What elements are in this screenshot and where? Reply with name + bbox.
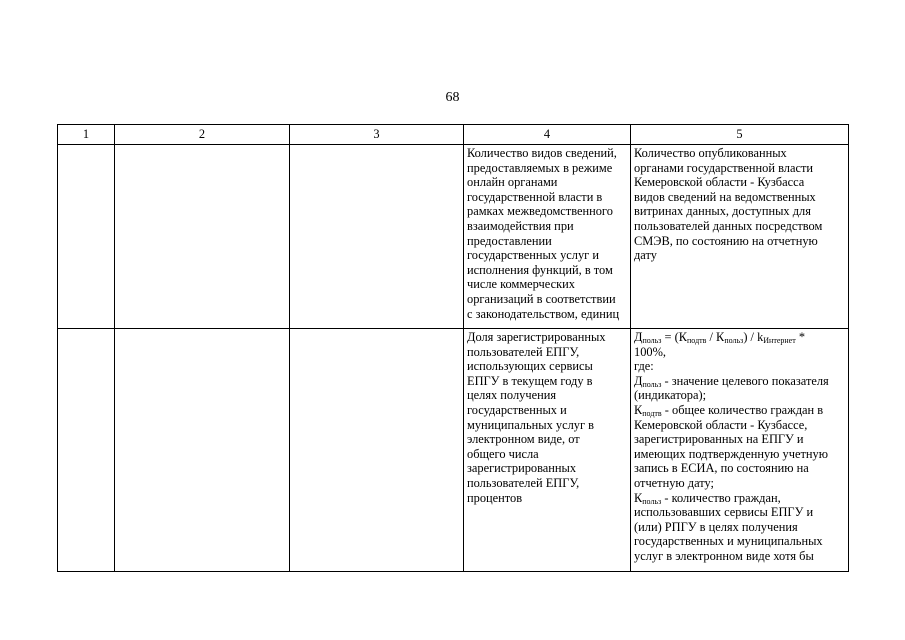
indicator-name-cell: Количество видов сведений, предоставляемых в режиме онлайн органами государственной власти в рамках межведомственного взаимодействия при предоставлении государственных услуг и исполнения функций, в том числе коммерческих организаций в соответствии с законодательством, единиц bbox=[464, 145, 631, 329]
definition-k-polz: $К_{польз}$ - количество граждан, использовавших сервисы ЕПГУ и (или) РПГУ в целях получения государственных и муниципальных услуг в электронном виде хотя бы bbox=[634, 490, 823, 563]
column-header-3: 3 bbox=[290, 125, 464, 145]
indicator-table bbox=[57, 124, 849, 572]
table-row bbox=[58, 329, 849, 572]
column-header-1: 1 bbox=[58, 125, 115, 145]
cell-col3 bbox=[290, 329, 464, 572]
page-number: 68 bbox=[445, 90, 460, 105]
definition-k-podtv: $К_{подтв}$ - общее количество граждан в Кемеровской области - Кузбассе, зарегистрированных на ЕПГУ и имеющих подтвержденную учетную запись в ЕСИА, по состоянию на отчетную дату; bbox=[634, 402, 828, 490]
formula: $Д_{польз} = (К_{подтв} / К_{польз}) / k_{Интернет}$ * 100%, bbox=[634, 330, 806, 359]
cell-col2 bbox=[115, 145, 290, 329]
calculation-method-cell: Количество опубликованных органами государственной власти Кемеровской области - Кузбасса видов сведений на ведомственных витринах данных, доступных для пользователей данных посредством СМЭВ, по состоянию на отчетную дату bbox=[631, 145, 849, 329]
indicator-name-cell: Доля зарегистрированных пользователей ЕПГУ, использующих сервисы ЕПГУ в текущем году в целях получения государственных и муниципальных услуг в электронном виде, от общего числа зарегистрированных пользователей ЕПГУ, процентов bbox=[464, 329, 631, 572]
where-label: где: bbox=[634, 359, 654, 374]
table-row bbox=[58, 145, 849, 329]
table-header-row bbox=[58, 125, 849, 145]
column-header-5: 5 bbox=[631, 125, 849, 145]
cell-col1 bbox=[58, 145, 115, 329]
calculation-method-cell bbox=[631, 329, 849, 572]
cell-col2 bbox=[115, 329, 290, 572]
cell-col3 bbox=[290, 145, 464, 329]
cell-col1 bbox=[58, 329, 115, 572]
column-header-4: 4 bbox=[464, 125, 631, 145]
definition-d-polz: $Д_{польз}$ - значение целевого показателя (индикатора); bbox=[634, 373, 829, 403]
column-header-2: 2 bbox=[115, 125, 290, 145]
